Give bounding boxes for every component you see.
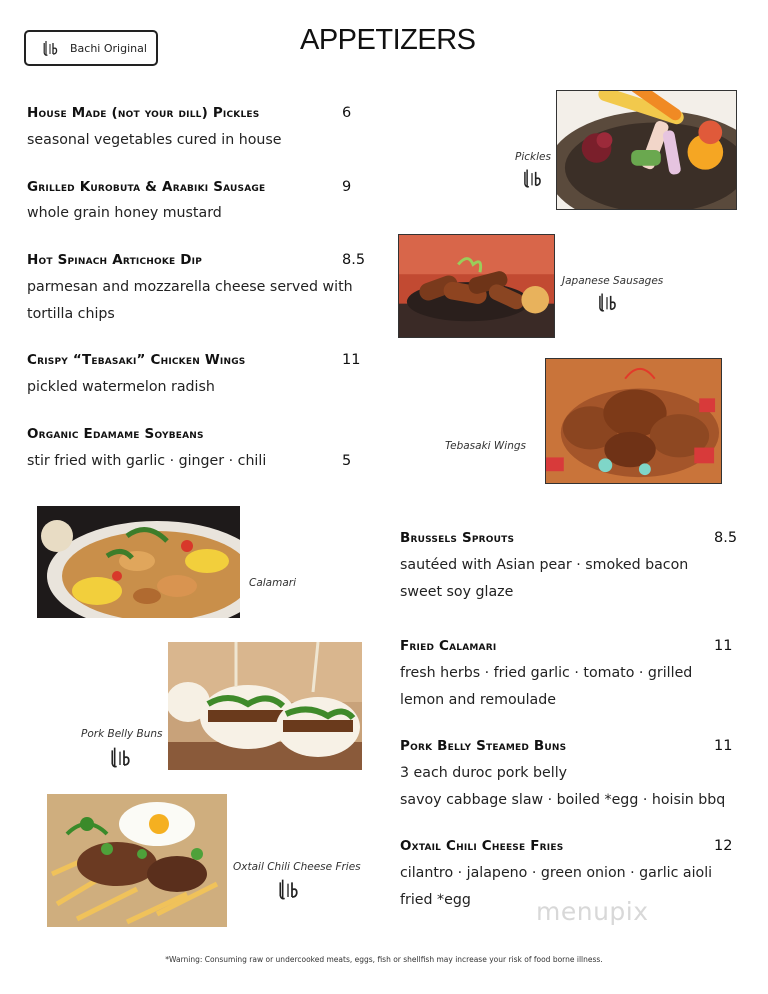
item-name: Brussels Sprouts <box>400 530 515 546</box>
item-desc: parmesan and mozzarella cheese served with <box>27 279 353 295</box>
item-desc: seasonal vegetables cured in house <box>27 132 282 148</box>
item-name: House Made (not your dill) Pickles <box>27 105 260 121</box>
bachi-original-icon <box>42 39 58 57</box>
item-price: 8.5 <box>714 530 738 546</box>
item-name: Organic Edamame Soybeans <box>27 426 204 442</box>
item-name: Fried Calamari <box>400 638 497 654</box>
bachi-original-icon <box>520 167 544 189</box>
item-name: Oxtail Chili Cheese Fries <box>400 838 564 854</box>
food-safety-warning: *Warning: Consuming raw or undercooked meats, eggs, fish or shellfish may increase your risk of food borne illness. <box>165 955 603 964</box>
item-desc: fresh herbs · fried garlic · tomato · grilled <box>400 665 693 681</box>
bachi-original-legend <box>24 30 158 66</box>
item-price: 8.5 <box>342 252 366 268</box>
item-desc: savoy cabbage slaw · boiled *egg · hoisin bbq <box>400 792 726 808</box>
oxtail-fries-photo <box>47 794 227 927</box>
caption-pickles: Pickles <box>515 151 551 163</box>
pickles-photo <box>556 90 737 210</box>
item-price: 11 <box>714 738 733 754</box>
page-title: APPETIZERS <box>300 24 476 56</box>
item-desc: whole grain honey mustard <box>27 205 222 221</box>
item-desc: fried *egg <box>400 892 471 908</box>
item-desc: lemon and remoulade <box>400 692 556 708</box>
bachi-original-icon <box>595 291 619 313</box>
item-price: 11 <box>714 638 733 654</box>
caption-fries: Oxtail Chili Cheese Fries <box>233 861 361 873</box>
item-price: 11 <box>342 352 361 368</box>
japanese-sausages-photo <box>398 234 555 338</box>
item-name: Hot Spinach Artichoke Dip <box>27 252 203 268</box>
item-desc: pickled watermelon radish <box>27 379 215 395</box>
item-name: Pork Belly Steamed Buns <box>400 738 567 754</box>
tebasaki-wings-photo <box>545 358 722 484</box>
calamari-photo <box>37 506 240 618</box>
legend-label: Bachi Original <box>70 41 147 55</box>
pork-belly-buns-photo <box>168 642 362 770</box>
caption-wings: Tebasaki Wings <box>445 440 527 452</box>
item-price: 9 <box>342 179 352 195</box>
item-price: 12 <box>714 838 733 854</box>
item-desc: 3 each duroc pork belly <box>400 765 568 781</box>
item-desc: stir fried with garlic · ginger · chili <box>27 453 267 469</box>
item-desc: sautéed with Asian pear · smoked bacon <box>400 557 689 573</box>
item-price: 6 <box>342 105 352 121</box>
item-name: Grilled Kurobuta & Arabiki Sausage <box>27 179 266 195</box>
bachi-original-icon <box>108 745 132 769</box>
item-desc: sweet soy glaze <box>400 584 514 600</box>
caption-calamari: Calamari <box>249 577 297 589</box>
caption-buns: Pork Belly Buns <box>81 728 163 740</box>
item-desc: cilantro · jalapeno · green onion · garlic aioli <box>400 865 713 881</box>
caption-sausages: Japanese Sausages <box>562 275 664 287</box>
item-name: Crispy “Tebasaki” Chicken Wings <box>27 352 246 368</box>
menupix-watermark: menupix <box>536 897 649 926</box>
item-price: 5 <box>342 453 352 469</box>
bachi-original-icon <box>276 877 300 901</box>
item-desc: tortilla chips <box>27 306 115 322</box>
